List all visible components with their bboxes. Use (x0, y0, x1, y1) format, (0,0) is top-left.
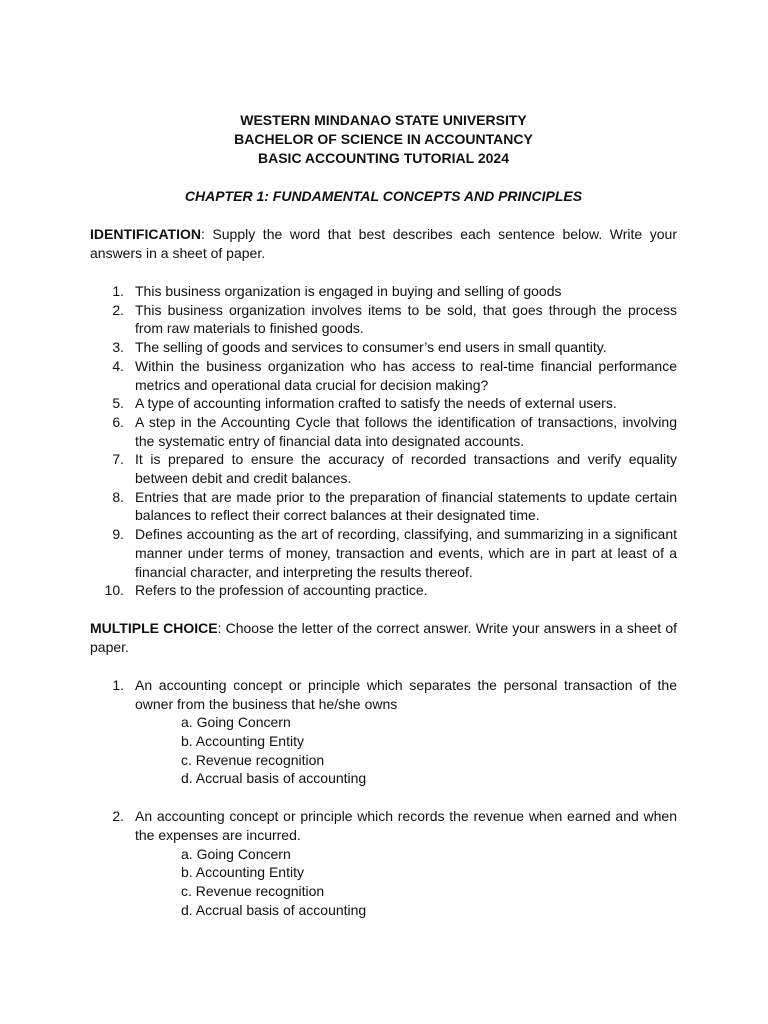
item-text: It is prepared to ensure the accuracy of recorded transactions and verify equality between debit and credit balances. (135, 451, 677, 487)
item-text: Within the business organization who has access to real-time financial performance metrics and operational data crucial for decision making? (135, 357, 677, 393)
item-number: 5. (112, 395, 124, 412)
choice-item: b. Accounting Entity (181, 733, 304, 750)
university-name: WESTERN MINDANAO STATE UNIVERSITY (240, 112, 527, 128)
identification-list (90, 282, 677, 600)
mc-question (90, 676, 677, 788)
question-number: 1. (112, 676, 124, 693)
question-text: An accounting concept or principle which records the revenue when earned and when the expenses are incurred. (135, 808, 677, 843)
list-item (90, 581, 677, 600)
list-item (90, 450, 677, 487)
mc-question (90, 807, 677, 919)
choice-item: c. Revenue recognition (181, 751, 325, 768)
multiple-choice-heading: MULTIPLE CHOICE (90, 619, 218, 636)
list-item (90, 525, 677, 581)
identification-heading: IDENTIFICATION (90, 226, 201, 242)
identification-instructions (90, 225, 677, 263)
item-text: This business organization is engaged in buying and selling of goods (135, 283, 562, 299)
choice-item: d. Accrual basis of accounting (181, 770, 367, 787)
list-item (90, 282, 677, 301)
item-text: The selling of goods and services to consumer’s end users in small quantity. (135, 339, 607, 356)
document-page (90, 111, 677, 919)
choice-item: a. Going Concern (181, 845, 291, 862)
list-item (90, 394, 677, 413)
item-number: 3. (112, 339, 124, 356)
program-name: BACHELOR OF SCIENCE IN ACCOUNTANCY (234, 131, 533, 147)
item-number: 1. (112, 283, 124, 299)
multiple-choice-instruction-text: : Choose the letter of the correct answer. Write your answers in a sheet of paper. (90, 619, 677, 655)
item-text: This business organization involves items to be sold, that goes through the process from raw materials to finished goods. (135, 301, 677, 337)
multiple-choice-instructions (90, 619, 677, 657)
choice-item: c. Revenue recognition (181, 882, 325, 899)
mc-question-stem (90, 676, 677, 713)
tutorial-title: BASIC ACCOUNTING TUTORIAL 2024 (258, 150, 509, 166)
document-header (90, 111, 677, 168)
list-item (90, 488, 677, 525)
choice-item: a. Going Concern (181, 714, 291, 731)
item-text: Refers to the profession of accounting practice. (135, 582, 428, 599)
choice-list (90, 845, 677, 920)
list-item (90, 301, 677, 338)
question-number: 2. (112, 808, 124, 825)
item-text: Defines accounting as the art of recording, classifying, and summarizing in a significant manner under terms of money, transaction and events, which are in part at least of a financial character, and interpreting the results thereof. (135, 526, 677, 580)
item-number: 6. (112, 413, 124, 430)
item-number: 10. (104, 582, 124, 599)
chapter-title: CHAPTER 1: FUNDAMENTAL CONCEPTS AND PRINCIPLES (184, 188, 583, 204)
list-item (90, 338, 677, 357)
item-number: 7. (112, 451, 124, 468)
item-text: Entries that are made prior to the preparation of financial statements to update certain balances to reflect their correct balances at their designated time. (135, 488, 677, 524)
mc-question-stem (90, 807, 677, 844)
list-item (90, 357, 677, 394)
list-item (90, 413, 677, 450)
item-number: 9. (112, 526, 124, 543)
item-number: 2. (112, 301, 124, 318)
item-number: 8. (112, 488, 124, 505)
choice-list (90, 713, 677, 788)
item-text: A type of accounting information crafted to satisfy the needs of external users. (135, 395, 617, 412)
question-text: An accounting concept or principle which separates the personal transaction of the owner from the business that he/she owns (135, 676, 677, 712)
item-text: A step in the Accounting Cycle that follows the identification of transactions, involving the systematic entry of financial data into designated accounts. (135, 413, 677, 449)
choice-item: b. Accounting Entity (181, 864, 304, 881)
identification-instruction-text: : Supply the word that best describes each sentence below. Write your answers in a sheet of paper. (90, 226, 677, 261)
item-number: 4. (112, 357, 124, 374)
choice-item: d. Accrual basis of accounting (181, 901, 367, 918)
